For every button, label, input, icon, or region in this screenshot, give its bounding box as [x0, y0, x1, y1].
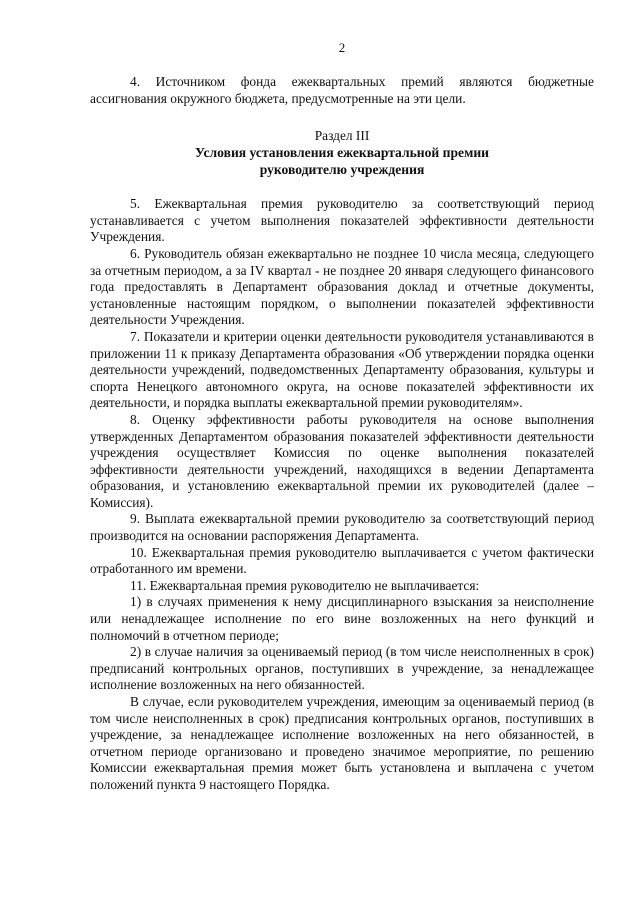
- paragraph-exception: В случае, если руководителем учреждения, имеющим за оцениваемый период (в том числе неисполненных в срок) предписания контрольных органов, поступивших в учреждение, за ненадлежащее исполнение возложенных на него обязанностей, в отчетном периоде организовано и проведено значимое мероприятие, по решению Комиссии ежеквартальная премия может быть установлена и выплачена с учетом положений пункта 9 настоящего Порядка.: [90, 694, 594, 792]
- paragraph-11-item-2: 2) в случае наличия за оцениваемый период (в том числе неисполненных в срок) предписаний контрольных органов, поступивших в учреждение, за ненадлежащее исполнение возложенных на него обязанностей.: [90, 644, 594, 693]
- paragraph-9: 9. Выплата ежеквартальной премии руководителю за соответствующий период производится на основании распоряжения Департамента.: [90, 511, 594, 544]
- section-label: Раздел III: [314, 128, 370, 144]
- section-title-line-2: руководителю учреждения: [259, 162, 425, 178]
- paragraph-11-item-1: 1) в случаях применения к нему дисциплинарного взыскания за неисполнение или ненадлежащее исполнение по его вине возложенных на него функций и полномочий в отчетном периоде;: [90, 594, 594, 643]
- section-title: [90, 144, 594, 178]
- paragraph-4: 4. Источником фонда ежеквартальных премий являются бюджетные ассигнования окружного бюджета, предусмотренные на эти цели.: [90, 74, 594, 106]
- paragraph-8: 8. Оценку эффективности работы руководителя на основе выполнения утвержденных Департаментом образования показателей эффективности деятельности учреждения осуществляет Комиссия по оценке выполнения показателей эффективности деятельности учреждений, находящихся в ведении Департамента образования, и установлению ежеквартальной премии их руководителей (далее – Комиссия).: [90, 411, 594, 510]
- paragraph-5: 5. Ежеквартальная премия руководителю за соответствующий период устанавливается с учетом выполнения показателей эффективности деятельности Учреждения.: [90, 196, 594, 245]
- section-title-line-1: Условия установления ежеквартальной премии: [194, 145, 490, 161]
- paragraph-6: 6. Руководитель обязан ежеквартально не позднее 10 числа месяца, следующего за отчетным периодом, а за IV квартал - не позднее 20 января следующего финансового года предоставлять в Департамент образования доклад и отчетные документы, установленные настоящим порядком, о выполнении показателей эффективности деятельности Учреждения.: [90, 245, 594, 328]
- page-number: 2: [338, 40, 346, 55]
- paragraph-7: 7. Показатели и критерии оценки деятельности руководителя устанавливаются в приложении 11 к приказу Департамента образования «Об утверждении порядка оценки деятельности учреждений, подведомственных Департаменту образования, культуры и спорта Ненецкого автономного округа, на основе показателей эффективности их деятельности, и порядка выплаты ежеквартальной премии руководителям».: [90, 328, 594, 411]
- paragraph-10: 10. Ежеквартальная премия руководителю выплачивается с учетом фактически отработанного им времени.: [90, 544, 594, 577]
- paragraph-11: 11. Ежеквартальная премия руководителю не выплачивается:: [130, 577, 480, 593]
